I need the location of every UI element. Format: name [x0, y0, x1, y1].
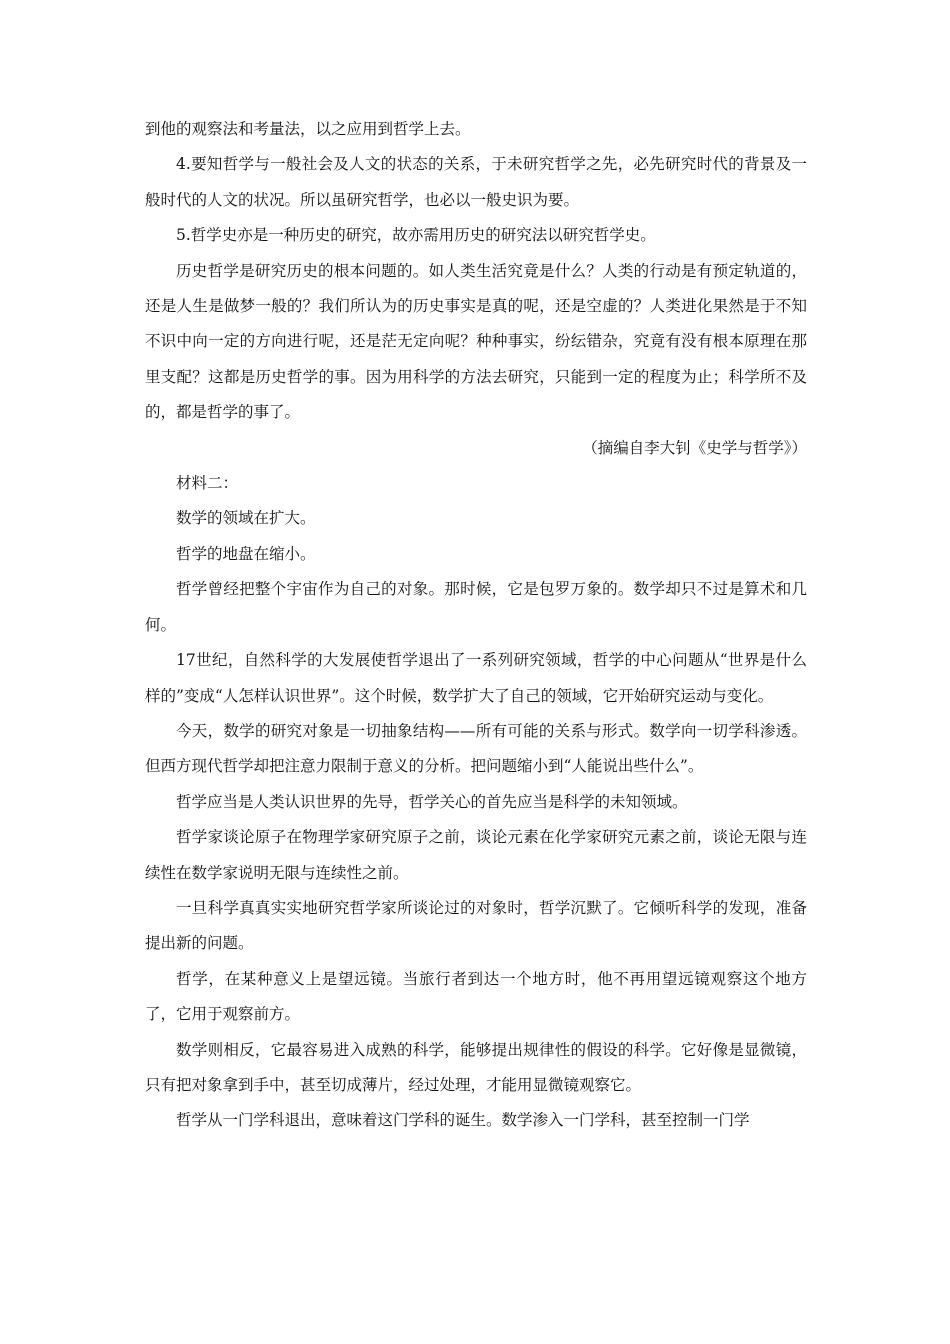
paragraph: 数学则相反，它最容易进入成熟的科学，能够提出规律性的假设的科学。它好像是显微镜，只有把对象拿到手中，甚至切成薄片，经过处理，才能用显微镜观察它。 — [145, 1040, 807, 1094]
paragraph: 今天，数学的研究对象是一切抽象结构——所有可能的关系与形式。数学向一切学科渗透。但西方现代哲学却把注意力限制于意义的分析。把问题缩小到“人能说出些什么”。 — [145, 721, 807, 776]
paragraph: 数学的领域在扩大。 — [176, 509, 316, 528]
paragraph: 17世纪，自然科学的大发展使哲学退出了一系列研究领域，哲学的中心问题从“世界是什么样的”变成“人怎样认识世界”。这个时候，数学扩大了自己的领域，它开始研究运动与变化。 — [145, 651, 807, 705]
document-body — [145, 112, 807, 1139]
paragraph: 哲学的地盘在缩小。 — [176, 544, 316, 563]
paragraph: 哲学应当是人类认识世界的先导，哲学关心的首先应当是科学的未知领域。 — [176, 792, 688, 811]
paragraph-continuation: 到他的观察法和考量法，以之应用到哲学上去。 — [145, 120, 471, 138]
paragraph-point-5: 5.哲学史亦是一种历史的研究，故亦需用历史的研究法以研究哲学史。 — [176, 226, 656, 245]
paragraph: 一旦科学真真实实地研究哲学家所谈论过的对象时，哲学沉默了。它倾听科学的发现，准备提出新的问题。 — [145, 898, 807, 953]
material-two-heading: 材料二： — [176, 474, 239, 493]
paragraph-point-4: 4.要知哲学与一般社会及人文的状态的关系，于未研究哲学之先，必先研究时代的背景及一般时代的人文的状况。所以虽研究哲学，也必以一般史识为要。 — [145, 155, 807, 209]
paragraph: 哲学，在某种意义上是望远镜。当旅行者到达一个地方时，他不再用望远镜观察这个地方了，它用于观察前方。 — [145, 969, 807, 1024]
paragraph: 哲学曾经把整个宇宙作为自己的对象。那时候，它是包罗万象的。数学却只不过是算术和几何。 — [145, 580, 807, 634]
paragraph-history-philosophy: 历史哲学是研究历史的根本问题的。如人类生活究竟是什么？人类的行动是有预定轨道的，还是人生是做梦一般的？我们所认为的历史事实是真的呢，还是空虚的？人类进化果然是于不知不识中向一定的方向进行呢，还是茫无定向呢？种种事实，纷纭错杂，究竟有没有根本原理在那里支配？这都是历史哲学的事。因为用科学的方法去研究，只能到一定的程度为止；科学所不及的，都是哲学的事了。 — [145, 261, 807, 422]
paragraph: 哲学从一门学科退出，意味着这门学科的诞生。数学渗入一门学科，甚至控制一门学 — [176, 1111, 750, 1130]
source-citation: （摘编自李大钊《史学与哲学》） — [582, 438, 807, 457]
paragraph: 哲学家谈论原子在物理学家研究原子之前，谈论元素在化学家研究元素之前，谈论无限与连续性在数学家说明无限与连续性之前。 — [145, 828, 807, 882]
